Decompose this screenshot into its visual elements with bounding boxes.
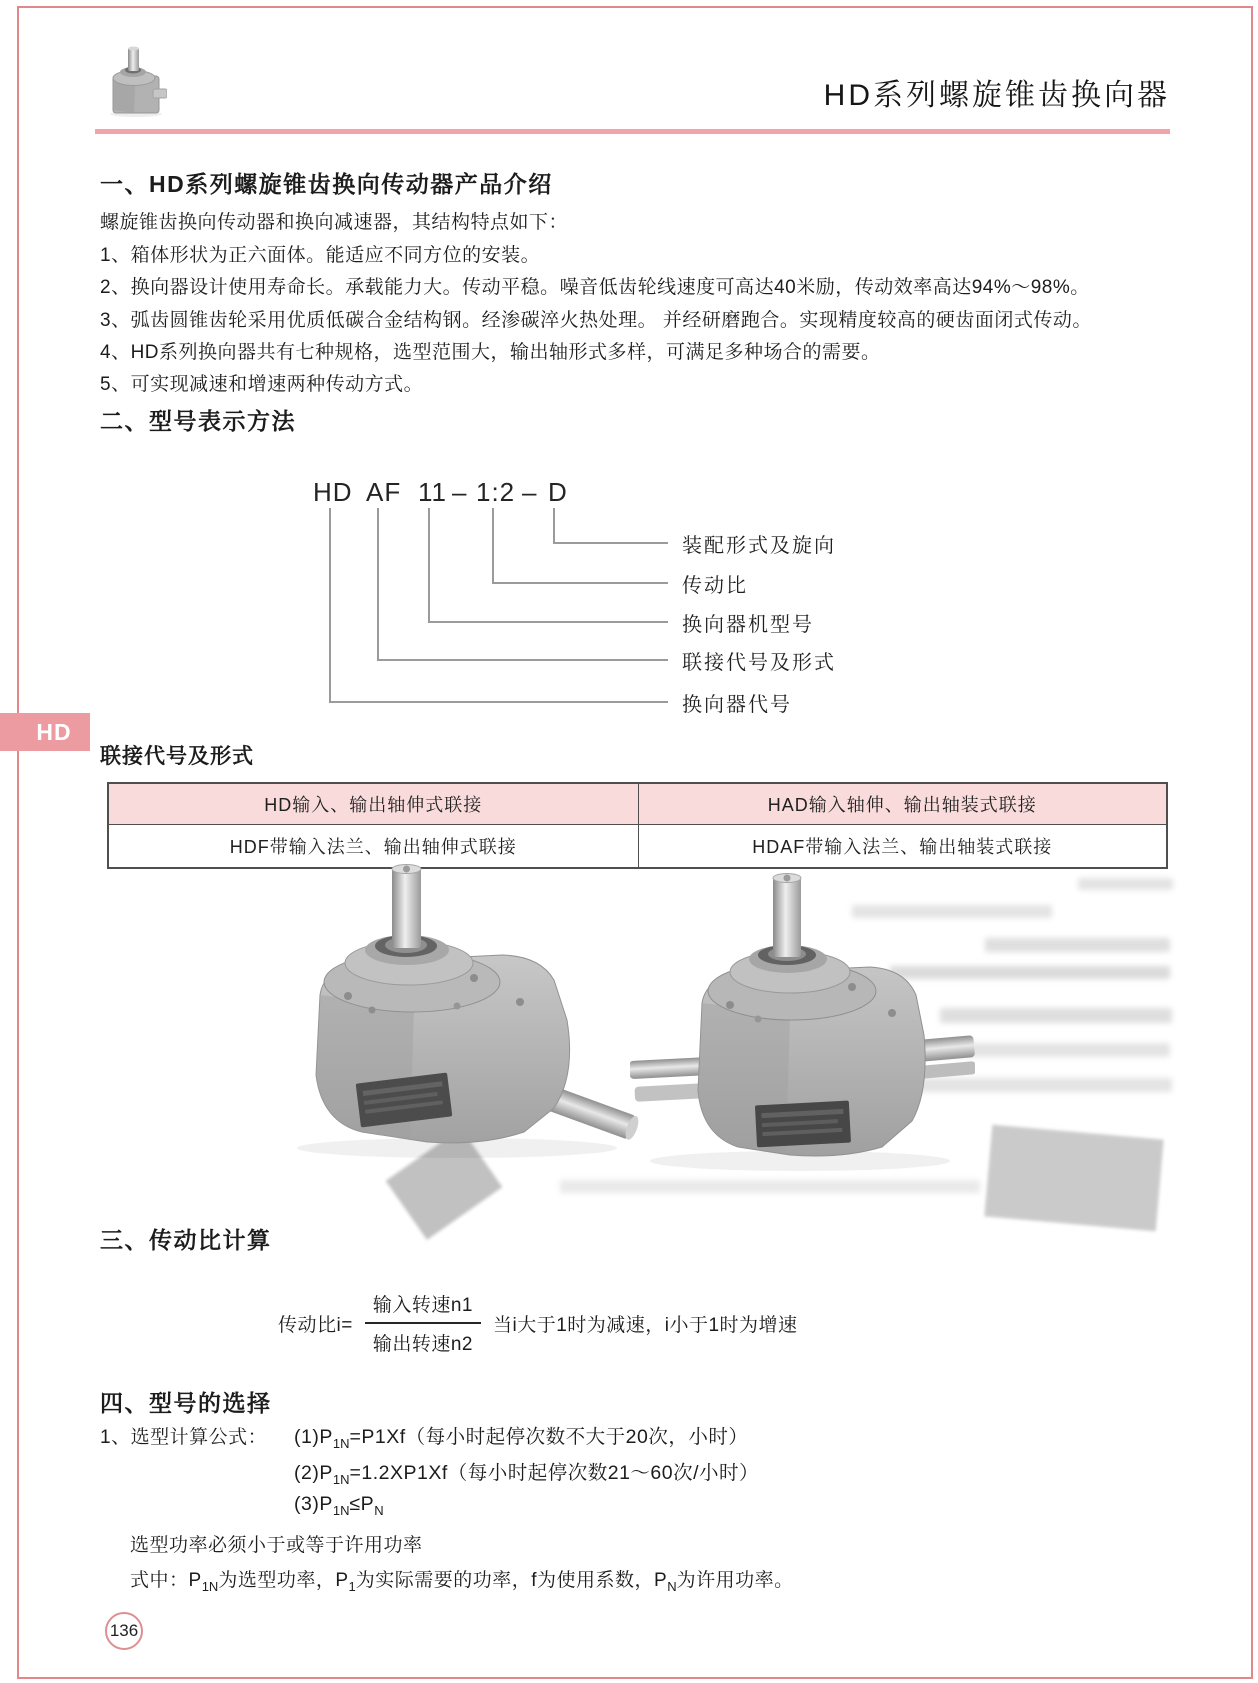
model-code-dash2: – — [522, 477, 538, 507]
connection-table-header-cell: HD输入、输出轴伸式联接 — [109, 784, 638, 824]
section1-heading: 一、HD系列螺旋锥齿换向传动器产品介绍 — [100, 171, 553, 197]
bleed-through-artifact — [985, 938, 1170, 952]
model-code-series: HD — [313, 477, 353, 507]
selection-formula-2: $(2)P_{1N}=1.2XP1Xf$（每小时起停次数21～60次/小时） — [294, 1462, 760, 1487]
section2-heading: 二、型号表示方法 — [100, 408, 296, 434]
callout-ratio: 传动比 — [682, 575, 748, 597]
gearbox-logo-image — [103, 42, 167, 118]
callout-assembly-direction: 装配形式及旋向 — [682, 535, 836, 557]
feature-item-1: 1、箱体形状为正六面体。能适应不同方位的安装。 — [100, 245, 541, 266]
ratio-fraction — [365, 1288, 481, 1358]
callout-reverser-code: 换向器代号 — [682, 694, 792, 716]
bleed-through-artifact — [984, 1125, 1163, 1232]
model-code-ratio: 1:2 — [476, 477, 516, 507]
connection-table-cell: HDF带输入法兰、输出轴伸式联接 — [109, 825, 638, 867]
bleed-through-artifact — [560, 1180, 980, 1193]
connection-table-cell: HDAF带输入法兰、输出轴装式联接 — [638, 825, 1167, 867]
title-underline-rule — [95, 129, 1170, 134]
side-index-tab: HD — [0, 713, 90, 751]
page-number-badge: 136 — [105, 1612, 143, 1650]
feature-item-5: 5、可实现减速和增速两种传动方式。 — [100, 374, 424, 395]
model-code-assembly: D — [548, 477, 568, 507]
connection-table-header-cell: HAD输入轴伸、输出轴装式联接 — [638, 784, 1167, 824]
ratio-denominator: 输出转速n2 — [372, 1334, 473, 1355]
page-title: HD系列螺旋锥齿换向器 — [823, 79, 1170, 112]
connection-table-header-row — [109, 784, 1166, 824]
symbols-note: 式中：$P_{1N}$为选型功率，$P_1$为实际需要的功率，f为使用系数，$P_N$为许用功率。 — [130, 1570, 794, 1594]
ratio-formula-lhs: 传动比i= — [278, 1314, 353, 1336]
product-photo-left — [262, 860, 652, 1160]
connection-table — [107, 782, 1168, 869]
ratio-numerator: 输入转速n1 — [365, 1288, 481, 1324]
section4-heading: 四、型号的选择 — [100, 1390, 272, 1416]
section3-heading: 三、传动比计算 — [100, 1227, 272, 1253]
feature-item-3: 3、弧齿圆锥齿轮采用优质低碳合金结构钢。经渗碳淬火热处理。 并经研磨跑合。实现精度较高的硬齿面闭式传动。 — [100, 310, 1092, 331]
feature-item-4: 4、HD系列换向器共有七种规格，选型范围大，输出轴形式多样，可满足多种场合的需要。 — [100, 342, 881, 363]
callout-unit-model: 换向器机型号 — [682, 614, 814, 636]
selection-formula-label: 1、选型计算公式： — [100, 1427, 268, 1448]
product-photo-right — [630, 863, 975, 1173]
diagram-connector-lines — [300, 470, 680, 715]
model-code-dash1: – — [452, 477, 468, 507]
connection-forms-heading: 联接代号及形式 — [100, 745, 254, 768]
selection-formula-1: $(1)P_{1N}=P1Xf$（每小时起停次数不大于20次，小时） — [294, 1426, 749, 1451]
bleed-through-artifact — [1078, 878, 1173, 890]
ratio-formula — [278, 1288, 798, 1358]
feature-item-2: 2、换向器设计使用寿命长。承载能力大。传动平稳。噪音低齿轮线速度可高达40米励，传动效率高达94%～98%。 — [100, 277, 1090, 298]
model-code-size: 11 — [418, 477, 447, 507]
selection-formula-3: $(3)P_{1N}\le P_N$ — [294, 1493, 384, 1518]
ratio-formula-note: 当i大于1时为减速，i小于1时为增速 — [492, 1314, 798, 1336]
model-code-connection: AF — [366, 477, 402, 507]
power-note: 选型功率必须小于或等于许用功率 — [130, 1535, 423, 1556]
callout-connection-code: 联接代号及形式 — [682, 652, 836, 674]
section1-intro: 螺旋锥齿换向传动器和换向减速器，其结构特点如下： — [100, 212, 569, 233]
